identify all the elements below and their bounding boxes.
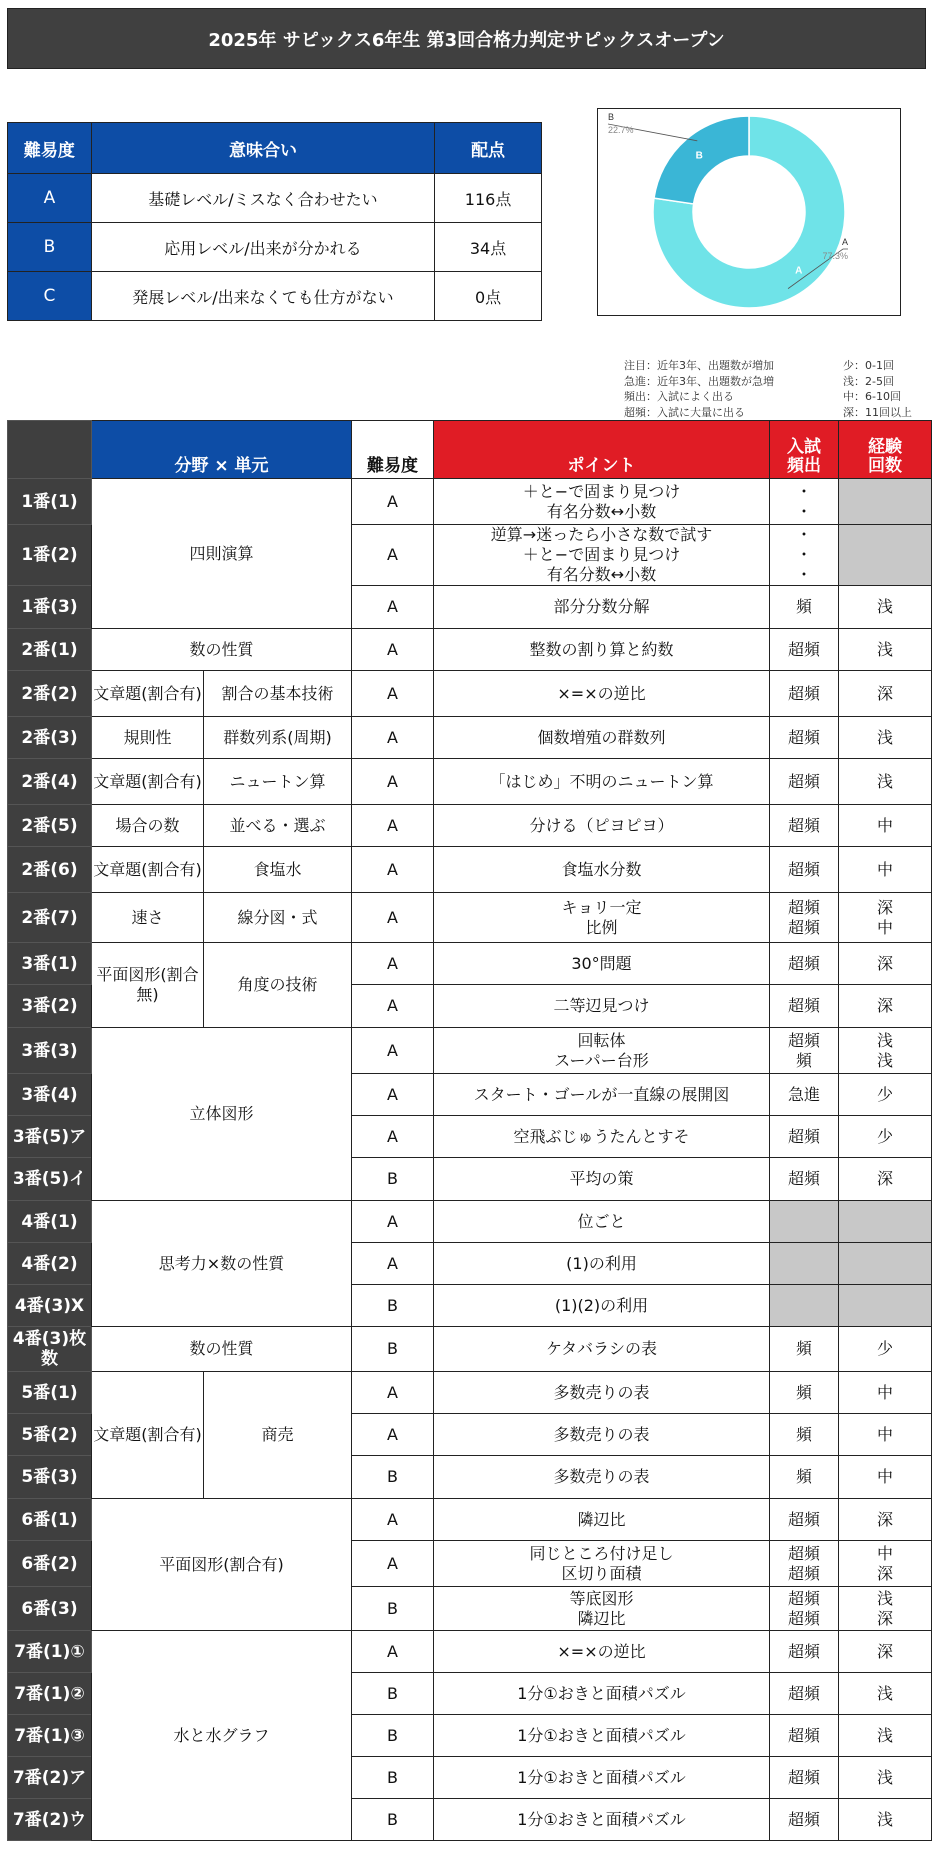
experience-cell: 浅	[839, 1799, 932, 1841]
difficulty-cell: A	[352, 1499, 434, 1541]
field-unit-cell: 数の性質	[92, 1327, 352, 1372]
meaning-cell: 応用レベル/出来が分かれる	[91, 223, 434, 272]
question-number: 2番(5)	[8, 805, 92, 847]
difficulty-cell: B	[352, 1456, 434, 1499]
exam-frequency-cell: 超頻 超頻	[770, 1541, 839, 1587]
question-number: 7番(1)②	[8, 1673, 92, 1715]
question-number: 2番(3)	[8, 717, 92, 759]
point-cell: スタート・ゴールが一直線の展開図	[434, 1074, 770, 1116]
unit-cell: 割合の基本技術	[204, 671, 352, 717]
grade-cell: C	[8, 272, 92, 321]
unit-cell: ニュートン算	[204, 759, 352, 805]
exam-frequency-cell: 超頻	[770, 717, 839, 759]
experience-cell: 中	[839, 1414, 932, 1456]
point-cell: 整数の割り算と約数	[434, 629, 770, 671]
difficulty-cell: A	[352, 525, 434, 586]
point-cell: キョリ一定 比例	[434, 893, 770, 943]
experience-cell: 深	[839, 671, 932, 717]
table-row	[8, 717, 932, 759]
experience-cell	[839, 1201, 932, 1243]
point-cell: 個数増殖の群数列	[434, 717, 770, 759]
point-cell: 多数売りの表	[434, 1456, 770, 1499]
point-cell: (1)の利用	[434, 1243, 770, 1285]
exam-frequency-cell: 超頻 頻	[770, 1028, 839, 1074]
field-header: 分野 × 単元	[92, 421, 352, 479]
experience-cell: 中	[839, 1372, 932, 1414]
exam-frequency-cell: 超頻	[770, 943, 839, 985]
question-number: 3番(2)	[8, 985, 92, 1028]
exam-frequency-cell: 頻	[770, 1456, 839, 1499]
table-row	[8, 805, 932, 847]
points-cell: 34点	[435, 223, 542, 272]
experience-cell	[839, 1243, 932, 1285]
difficulty-row	[8, 223, 542, 272]
difficulty-cell: B	[352, 1799, 434, 1841]
difficulty-cell: A	[352, 1372, 434, 1414]
difficulty-row	[8, 272, 542, 321]
exam-frequency-cell: 頻	[770, 1372, 839, 1414]
point-cell: 多数売りの表	[434, 1414, 770, 1456]
point-cell: 部分分数分解	[434, 586, 770, 629]
difficulty-cell: A	[352, 717, 434, 759]
field-unit-cell: 四則演算	[92, 479, 352, 629]
callout-value-A: 77.3%	[822, 251, 848, 261]
experience-cell: 中	[839, 1456, 932, 1499]
field-cell: 文章題(割合有)	[92, 759, 204, 805]
exam-frequency-cell: 急進	[770, 1074, 839, 1116]
experience-cell: 浅	[839, 1757, 932, 1799]
field-unit-cell: 水と水グラフ	[92, 1631, 352, 1841]
difficulty-header: 難易度	[352, 421, 434, 479]
exam-frequency-cell: 超頻	[770, 1757, 839, 1799]
question-number: 3番(4)	[8, 1074, 92, 1116]
point-cell: 二等辺見つけ	[434, 985, 770, 1028]
question-number: 5番(2)	[8, 1414, 92, 1456]
difficulty-cell: A	[352, 985, 434, 1028]
frequency-legend	[624, 358, 774, 420]
experience-legend	[843, 358, 912, 420]
page-title	[7, 8, 926, 69]
exam-frequency-cell: 頻	[770, 1327, 839, 1372]
field-cell: 平面図形(割合無)	[92, 943, 204, 1028]
question-number: 2番(1)	[8, 629, 92, 671]
question-number: 2番(7)	[8, 893, 92, 943]
difficulty-cell: A	[352, 1028, 434, 1074]
experience-cell: 少	[839, 1116, 932, 1158]
difficulty-cell: A	[352, 1414, 434, 1456]
question-number: 2番(2)	[8, 671, 92, 717]
experience-cell: 深	[839, 1631, 932, 1673]
difficulty-cell: B	[352, 1285, 434, 1327]
field-unit-cell: 平面図形(割合有)	[92, 1499, 352, 1631]
experience-cell: 浅	[839, 1715, 932, 1757]
question-number: 3番(5)ア	[8, 1116, 92, 1158]
experience-cell: 中	[839, 805, 932, 847]
point-cell: ×=×の逆比	[434, 671, 770, 717]
question-number: 1番(1)	[8, 479, 92, 525]
question-number: 6番(1)	[8, 1499, 92, 1541]
table-row	[8, 1631, 932, 1673]
table-row	[8, 1327, 932, 1372]
exam-frequency-cell	[770, 1285, 839, 1327]
analysis-table	[7, 420, 932, 1841]
point-cell: ＋と−で固まり見つけ 有名分数↔小数	[434, 479, 770, 525]
experience-cell	[839, 1285, 932, 1327]
exam-frequency-cell: 超頻	[770, 847, 839, 893]
table-row	[8, 943, 932, 985]
field-cell: 速さ	[92, 893, 204, 943]
exam-frequency-cell: 頻	[770, 586, 839, 629]
field-cell: 文章題(割合有)	[92, 1372, 204, 1499]
slice-label: A	[795, 265, 803, 277]
table-row	[8, 759, 932, 805]
question-number: 4番(2)	[8, 1243, 92, 1285]
point-cell: 回転体 スーパー台形	[434, 1028, 770, 1074]
difficulty-cell: A	[352, 893, 434, 943]
difficulty-cell: A	[352, 671, 434, 717]
point-cell: 1分①おきと面積パズル	[434, 1799, 770, 1841]
difficulty-cell: B	[352, 1158, 434, 1201]
exam-frequency-cell	[770, 1201, 839, 1243]
question-number: 7番(2)ウ	[8, 1799, 92, 1841]
experience-header: 経験 回数	[839, 421, 932, 479]
exam-frequency-cell: 超頻	[770, 1499, 839, 1541]
table-row	[8, 1499, 932, 1541]
meaning-cell: 発展レベル/出来なくても仕方がない	[91, 272, 434, 321]
difficulty-donut-chart	[597, 108, 901, 316]
points-cell: 0点	[435, 272, 542, 321]
callout-label-B: B	[608, 112, 615, 122]
unit-cell: 食塩水	[204, 847, 352, 893]
callout-label-A: A	[841, 237, 848, 247]
experience-cell: 深	[839, 943, 932, 985]
exam-frequency-cell: 超頻	[770, 1799, 839, 1841]
exam-frequency-cell: 頻	[770, 1414, 839, 1456]
exam-frequency-cell	[770, 1243, 839, 1285]
point-cell: 1分①おきと面積パズル	[434, 1673, 770, 1715]
question-number: 4番(1)	[8, 1201, 92, 1243]
exam-frequency-cell: 超頻 超頻	[770, 1587, 839, 1631]
difficulty-cell: A	[352, 1116, 434, 1158]
meaning-header: 意味合い	[91, 123, 434, 174]
point-cell: 食塩水分数	[434, 847, 770, 893]
difficulty-cell: A	[352, 1541, 434, 1587]
unit-cell: 並べる・選ぶ	[204, 805, 352, 847]
experience-cell: 深	[839, 1158, 932, 1201]
exam-frequency-cell: 超頻	[770, 1673, 839, 1715]
difficulty-cell: A	[352, 1201, 434, 1243]
question-number: 4番(3)枚数	[8, 1327, 92, 1372]
experience-cell	[839, 479, 932, 525]
experience-cell: 少	[839, 1327, 932, 1372]
experience-cell: 浅	[839, 717, 932, 759]
point-cell: 分ける（ピヨピヨ）	[434, 805, 770, 847]
legend-line: 急進：近年3年、出題数が急増	[624, 374, 774, 388]
table-row	[8, 1201, 932, 1243]
experience-cell: 浅	[839, 586, 932, 629]
exam-frequency-header: 入試 頻出	[770, 421, 839, 479]
legend-line: 超頻：入試に大量に出る	[624, 405, 745, 419]
question-number: 2番(6)	[8, 847, 92, 893]
legend-line: 深：11回以上	[843, 405, 912, 419]
difficulty-cell: A	[352, 479, 434, 525]
point-cell: 30°問題	[434, 943, 770, 985]
experience-cell: 浅	[839, 1673, 932, 1715]
field-unit-cell: 立体図形	[92, 1028, 352, 1201]
unit-cell: 群数列系(周期)	[204, 717, 352, 759]
exam-frequency-cell: 超頻	[770, 1631, 839, 1673]
exam-frequency-cell: 超頻	[770, 985, 839, 1028]
point-cell: 同じところ付け足し 区切り面積	[434, 1541, 770, 1587]
meaning-cell: 基礎レベル/ミスなく合わせたい	[91, 174, 434, 223]
point-cell: 1分①おきと面積パズル	[434, 1715, 770, 1757]
field-cell: 文章題(割合有)	[92, 671, 204, 717]
table-row	[8, 893, 932, 943]
unit-cell: 線分図・式	[204, 893, 352, 943]
donut-svg	[598, 109, 900, 315]
table-row	[8, 847, 932, 893]
experience-cell: 少	[839, 1074, 932, 1116]
difficulty-cell: A	[352, 805, 434, 847]
main-header-row	[8, 421, 932, 479]
experience-cell: 中 深	[839, 1541, 932, 1587]
point-cell: 平均の策	[434, 1158, 770, 1201]
question-number: 1番(3)	[8, 586, 92, 629]
question-number: 7番(1)③	[8, 1715, 92, 1757]
unit-cell: 商売	[204, 1372, 352, 1499]
point-cell: 逆算→迷ったら小さな数で試す ＋と−で固まり見つけ 有名分数↔小数	[434, 525, 770, 586]
point-cell: 1分①おきと面積パズル	[434, 1757, 770, 1799]
grade-cell: A	[8, 174, 92, 223]
question-number: 3番(5)イ	[8, 1158, 92, 1201]
experience-cell: 中	[839, 847, 932, 893]
question-number: 6番(2)	[8, 1541, 92, 1587]
difficulty-cell: B	[352, 1757, 434, 1799]
question-number: 1番(2)	[8, 525, 92, 586]
difficulty-cell: A	[352, 586, 434, 629]
legend-line: 浅：2-5回	[843, 374, 894, 388]
experience-cell: 浅	[839, 629, 932, 671]
difficulty-cell: A	[352, 629, 434, 671]
difficulty-cell: B	[352, 1327, 434, 1372]
field-unit-cell: 数の性質	[92, 629, 352, 671]
question-number: 5番(1)	[8, 1372, 92, 1414]
table-row	[8, 671, 932, 717]
legend-line: 少：0-1回	[843, 359, 894, 372]
table-row	[8, 1372, 932, 1414]
experience-cell: 浅 浅	[839, 1028, 932, 1074]
point-cell: (1)(2)の利用	[434, 1285, 770, 1327]
question-number: 2番(4)	[8, 759, 92, 805]
point-cell: 等底図形 隣辺比	[434, 1587, 770, 1631]
exam-frequency-cell: ・ ・	[770, 479, 839, 525]
difficulty-cell: A	[352, 847, 434, 893]
question-number: 6番(3)	[8, 1587, 92, 1631]
difficulty-table	[7, 122, 542, 321]
experience-cell: 深	[839, 1499, 932, 1541]
legend-line: 頻出：入試によく出る	[624, 390, 734, 403]
difficulty-header: 難易度	[8, 123, 92, 174]
difficulty-cell: A	[352, 1074, 434, 1116]
exam-frequency-cell: ・ ・ ・	[770, 525, 839, 586]
exam-frequency-cell: 超頻	[770, 1158, 839, 1201]
point-cell: 空飛ぶじゅうたんとすそ	[434, 1116, 770, 1158]
difficulty-cell: B	[352, 1715, 434, 1757]
grade-cell: B	[8, 223, 92, 272]
field-cell: 場合の数	[92, 805, 204, 847]
table-row	[8, 629, 932, 671]
difficulty-cell: A	[352, 943, 434, 985]
experience-cell: 浅 深	[839, 1587, 932, 1631]
field-cell: 文章題(割合有)	[92, 847, 204, 893]
question-number: 3番(3)	[8, 1028, 92, 1074]
point-cell: 「はじめ」不明のニュートン算	[434, 759, 770, 805]
points-cell: 116点	[435, 174, 542, 223]
exam-frequency-cell: 超頻	[770, 1116, 839, 1158]
difficulty-cell: A	[352, 759, 434, 805]
experience-cell: 浅	[839, 759, 932, 805]
exam-frequency-cell: 超頻	[770, 671, 839, 717]
legend-line: 注目：近年3年、出題数が増加	[624, 359, 774, 372]
point-header: ポイント	[434, 421, 770, 479]
question-number: 4番(3)X	[8, 1285, 92, 1327]
exam-frequency-cell: 超頻	[770, 805, 839, 847]
point-cell: 多数売りの表	[434, 1372, 770, 1414]
question-number: 7番(1)①	[8, 1631, 92, 1673]
field-cell: 規則性	[92, 717, 204, 759]
difficulty-row	[8, 174, 542, 223]
point-cell: ×=×の逆比	[434, 1631, 770, 1673]
page-title-text: 2025年 サピックス6年生 第3回合格力判定サピックスオープン	[208, 29, 725, 51]
unit-cell: 角度の技術	[204, 943, 352, 1028]
point-cell: 隣辺比	[434, 1499, 770, 1541]
exam-frequency-cell: 超頻	[770, 629, 839, 671]
difficulty-cell: A	[352, 1631, 434, 1673]
table-row	[8, 479, 932, 525]
difficulty-cell: B	[352, 1673, 434, 1715]
slice-label: B	[695, 150, 703, 162]
experience-cell: 深	[839, 985, 932, 1028]
difficulty-cell: B	[352, 1587, 434, 1631]
question-number: 3番(1)	[8, 943, 92, 985]
question-number: 5番(3)	[8, 1456, 92, 1499]
table-row	[8, 1028, 932, 1074]
legend-line: 中：6-10回	[843, 390, 901, 403]
corner-cell	[8, 421, 92, 479]
callout-value-B: 22.7%	[608, 125, 634, 135]
difficulty-header-row	[8, 123, 542, 174]
exam-frequency-cell: 超頻	[770, 759, 839, 805]
difficulty-cell: A	[352, 1243, 434, 1285]
experience-cell: 深 中	[839, 893, 932, 943]
question-number: 7番(2)ア	[8, 1757, 92, 1799]
exam-frequency-cell: 超頻	[770, 1715, 839, 1757]
field-unit-cell: 思考力×数の性質	[92, 1201, 352, 1327]
points-header: 配点	[435, 123, 542, 174]
point-cell: ケタバラシの表	[434, 1327, 770, 1372]
exam-frequency-cell: 超頻 超頻	[770, 893, 839, 943]
experience-cell	[839, 525, 932, 586]
point-cell: 位ごと	[434, 1201, 770, 1243]
